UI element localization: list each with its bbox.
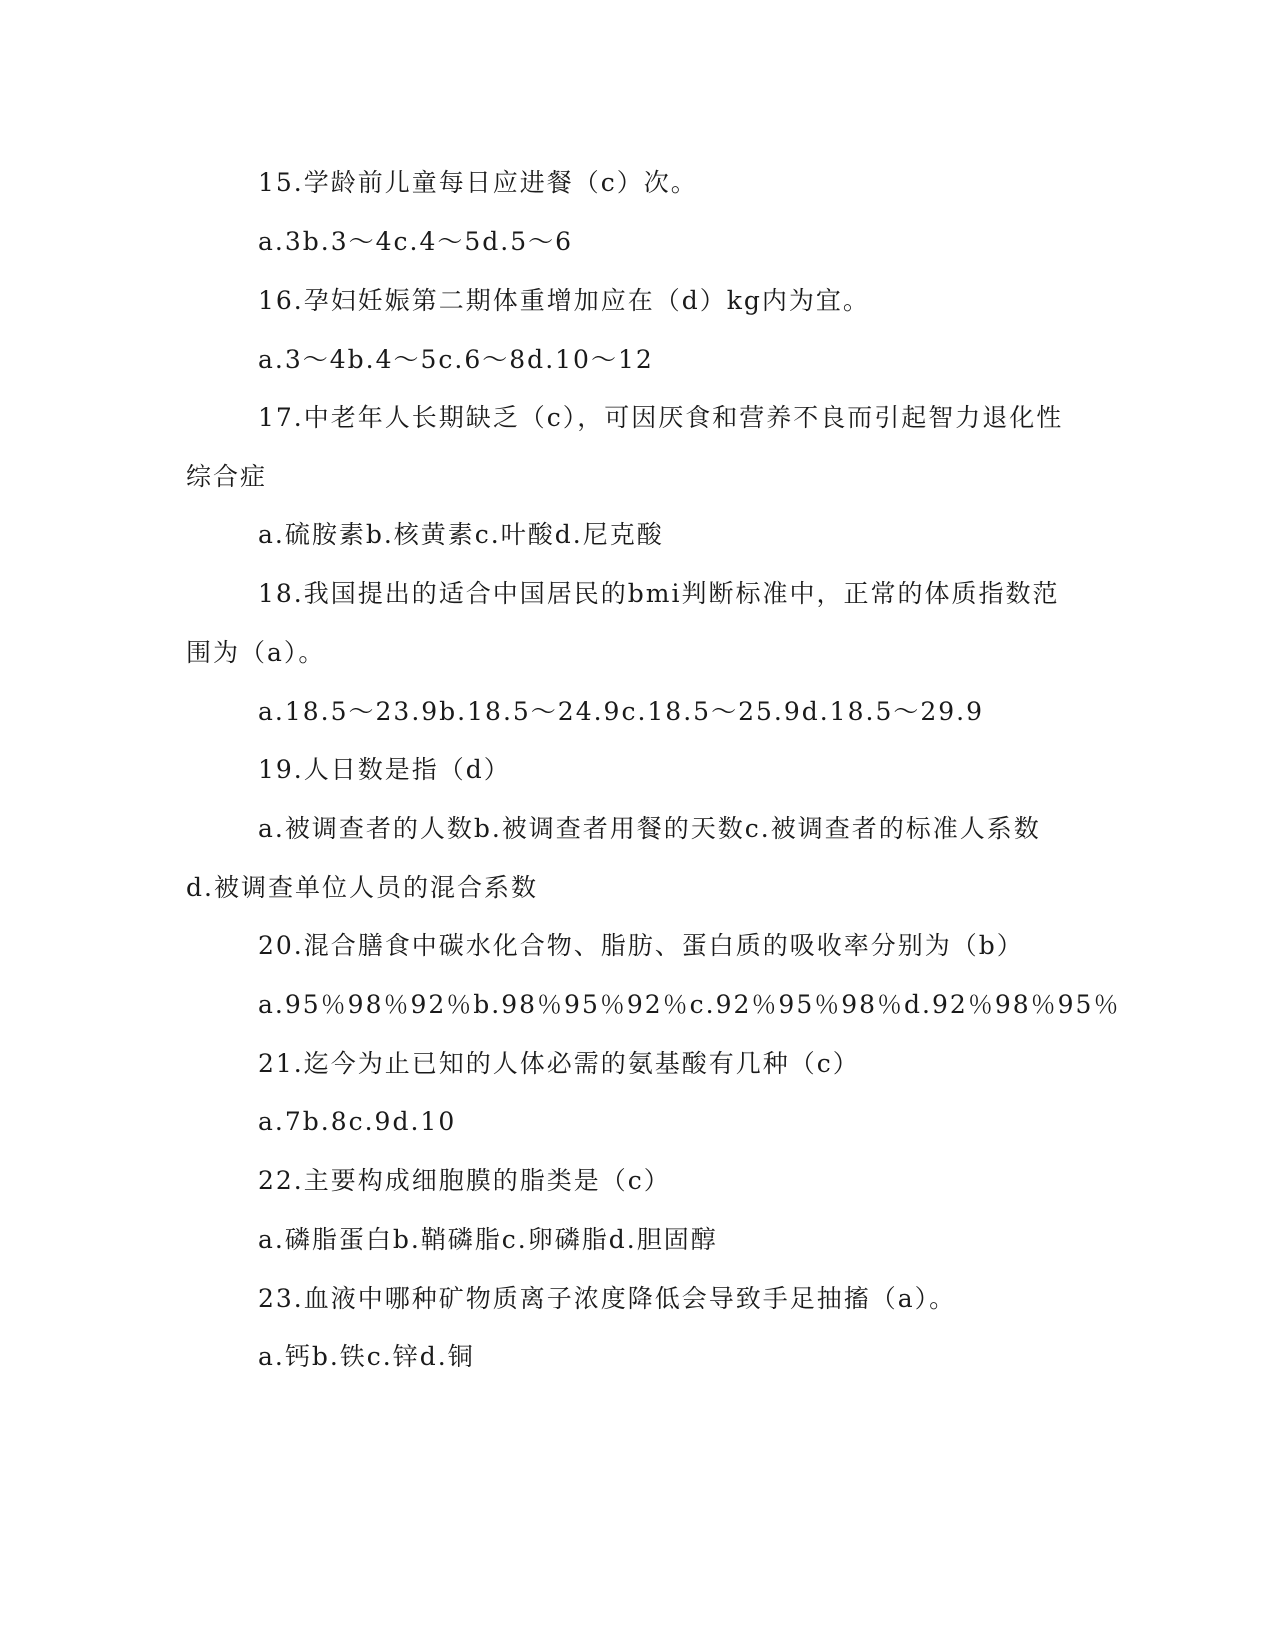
options-21: a.7b.8c.9d.10 <box>258 1107 457 1136</box>
question-17: 17.中老年人长期缺乏（c），可因厌食和营养不良而引起智力退化性综合症 <box>186 403 1064 491</box>
options-20: a.95％98％92％b.98％95％92％c.92％95％98％d.92％98％95％ <box>258 990 1121 1019</box>
question-19: 19.人日数是指（d） <box>258 755 511 784</box>
question-23: 23.血液中哪种矿物质离子浓度降低会导致手足抽搐（a）。 <box>258 1284 957 1313</box>
options-16: a.3～4b.4～5c.6～8d.10～12 <box>258 345 654 374</box>
question-20: 20.混合膳食中碳水化合物、脂肪、蛋白质的吸收率分别为（b） <box>258 931 1024 960</box>
options-18: a.18.5～23.9b.18.5～24.9c.18.5～25.9d.18.5～29.9 <box>258 697 985 726</box>
question-21: 21.迄今为止已知的人体必需的氨基酸有几种（c） <box>258 1049 860 1078</box>
options-15: a.3b.3～4c.4～5d.5～6 <box>258 227 574 256</box>
question-16: 16.孕妇妊娠第二期体重增加应在（d）kg内为宜。 <box>258 286 870 315</box>
options-17: a.硫胺素b.核黄素c.叶酸d.尼克酸 <box>258 520 664 549</box>
question-22: 22.主要构成细胞膜的脂类是（c） <box>258 1166 671 1195</box>
options-23: a.钙b.铁c.锌d.铜 <box>258 1342 475 1371</box>
question-18: 18.我国提出的适合中国居民的bmi判断标准中，正常的体质指数范围为（a）。 <box>186 579 1060 667</box>
question-15: 15.学龄前儿童每日应进餐（c）次。 <box>258 168 698 197</box>
options-19: a.被调查者的人数b.被调查者用餐的天数c.被调查者的标准人系数d.被调查单位人员的混合系数 <box>186 814 1041 902</box>
options-22: a.磷脂蛋白b.鞘磷脂c.卵磷脂d.胆固醇 <box>258 1225 718 1254</box>
